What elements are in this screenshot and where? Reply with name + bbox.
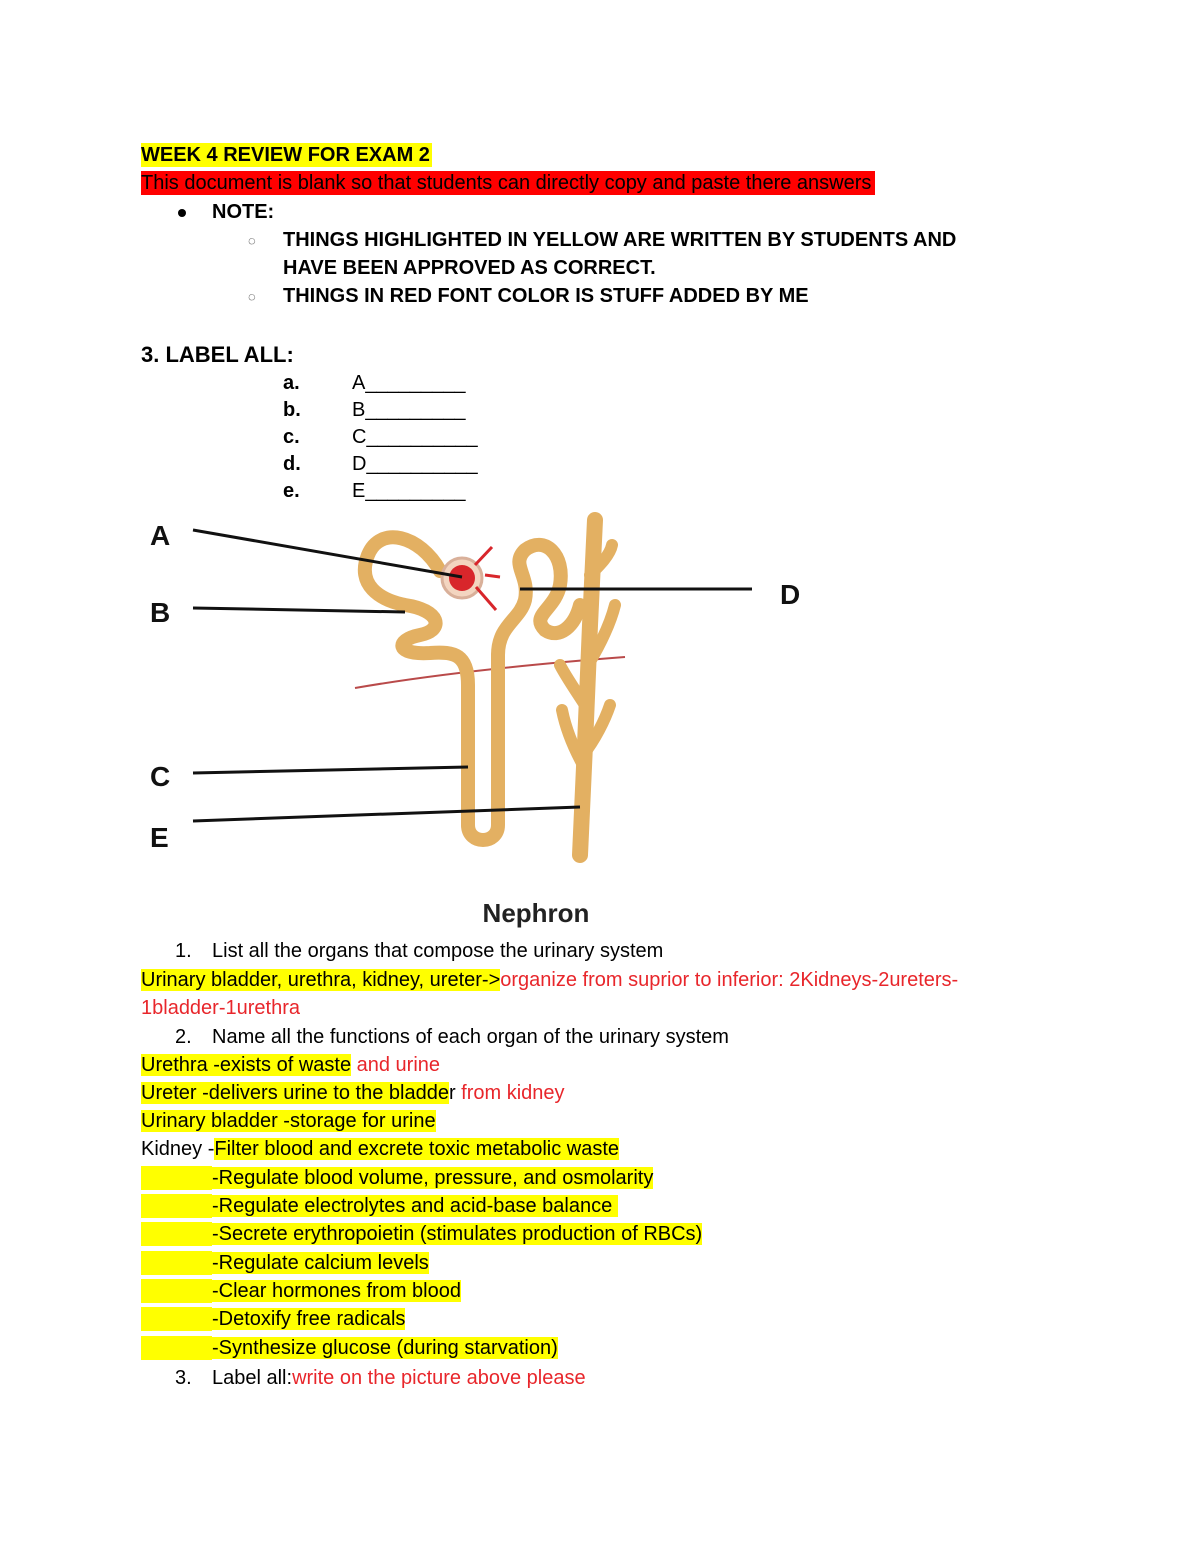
pointer-line-c xyxy=(193,767,468,773)
question-text: Label all: xyxy=(212,1367,293,1389)
answer2-plain: r xyxy=(448,1082,456,1104)
label-item-blank: B_________ xyxy=(352,399,466,421)
bullet-ring-icon: ◌ xyxy=(248,289,256,304)
document-title: WEEK 4 REVIEW FOR EXAM 2 xyxy=(141,144,430,166)
question-number: 3. xyxy=(175,1367,192,1389)
kidney-function: -Synthesize glucose (during starvation) xyxy=(141,1336,558,1360)
label-item-letter: b. xyxy=(283,399,301,421)
question-text: List all the organs that compose the urinary system xyxy=(212,940,664,962)
label-item-letter: a. xyxy=(283,372,300,394)
answer2-urethra xyxy=(141,1053,440,1077)
question-text: Name all the functions of each organ of the urinary system xyxy=(212,1026,729,1048)
kidney-function: -Regulate blood volume, pressure, and osmolarity xyxy=(141,1166,653,1190)
note-item: HAVE BEEN APPROVED AS CORRECT. xyxy=(283,257,656,279)
kidney-function: -Detoxify free radicals xyxy=(141,1307,405,1331)
note-item: THINGS IN RED FONT COLOR IS STUFF ADDED BY ME xyxy=(283,285,809,307)
kidney-line xyxy=(141,1137,619,1161)
question-number: 1. xyxy=(175,940,192,962)
answer2-yellow: Urethra -exists of waste xyxy=(141,1054,352,1076)
kidney-function: -Clear hormones from blood xyxy=(141,1279,461,1303)
answer1-yellow: Urinary bladder, urethra, kidney, ureter-> xyxy=(141,969,501,991)
question-text-3 xyxy=(212,1366,586,1390)
pointer-line-b xyxy=(193,608,405,612)
answer2-ureter xyxy=(141,1081,565,1105)
answer2-yellow: Urinary bladder -storage for urine xyxy=(141,1110,436,1132)
diagram-label-b: B xyxy=(150,597,171,628)
answer1-line2: 1bladder-1urethra xyxy=(141,997,300,1019)
label-item-blank: C__________ xyxy=(352,426,478,448)
answer2-bladder xyxy=(141,1109,436,1133)
label-item-blank: D__________ xyxy=(352,453,478,475)
diagram-label-c: C xyxy=(150,761,171,792)
distal-tubule xyxy=(498,545,580,655)
kidney-first-function: Filter blood and excrete toxic metabolic waste xyxy=(214,1138,620,1160)
kidney-function: -Secrete erythropoietin (stimulates production of RBCs) xyxy=(141,1222,702,1246)
answer1-line1 xyxy=(141,968,958,992)
question-red-note: write on the picture above please xyxy=(292,1367,586,1389)
kidney-function: -Regulate electrolytes and acid-base balance xyxy=(141,1194,618,1218)
label-section-heading: 3. LABEL ALL: xyxy=(141,342,294,367)
note-label: NOTE: xyxy=(212,201,275,223)
kidney-function: -Regulate calcium levels xyxy=(141,1251,429,1275)
answer2-red: and urine xyxy=(351,1054,441,1076)
label-item-blank: E_________ xyxy=(352,480,466,502)
answer1-red: organize from suprior to inferior: 2Kidneys-2ureters- xyxy=(500,969,959,991)
question-number: 2. xyxy=(175,1026,192,1048)
answer2-yellow: Ureter -delivers urine to the bladde xyxy=(141,1082,449,1104)
nephron-diagram xyxy=(0,505,1200,935)
label-item-blank: A_________ xyxy=(352,372,466,394)
label-item-letter: d. xyxy=(283,453,301,475)
diagram-label-a: A xyxy=(150,520,171,551)
label-item-letter: c. xyxy=(283,426,300,448)
note-item: THINGS HIGHLIGHTED IN YELLOW ARE WRITTEN BY STUDENTS AND xyxy=(283,229,957,251)
diagram-label-e: E xyxy=(150,822,169,853)
kidney-prefix: Kidney - xyxy=(141,1138,215,1160)
pointer-line-e xyxy=(193,807,580,821)
answer2-red: from kidney xyxy=(455,1082,565,1104)
diagram-caption: Nephron xyxy=(482,898,590,928)
diagram-label-d: D xyxy=(780,579,801,610)
bullet-ring-icon: ◌ xyxy=(248,233,256,248)
bullet-dot-icon xyxy=(178,209,186,217)
notice-banner: This document is blank so that students can directly copy and paste there answers xyxy=(141,171,875,195)
label-item-letter: e. xyxy=(283,480,300,502)
